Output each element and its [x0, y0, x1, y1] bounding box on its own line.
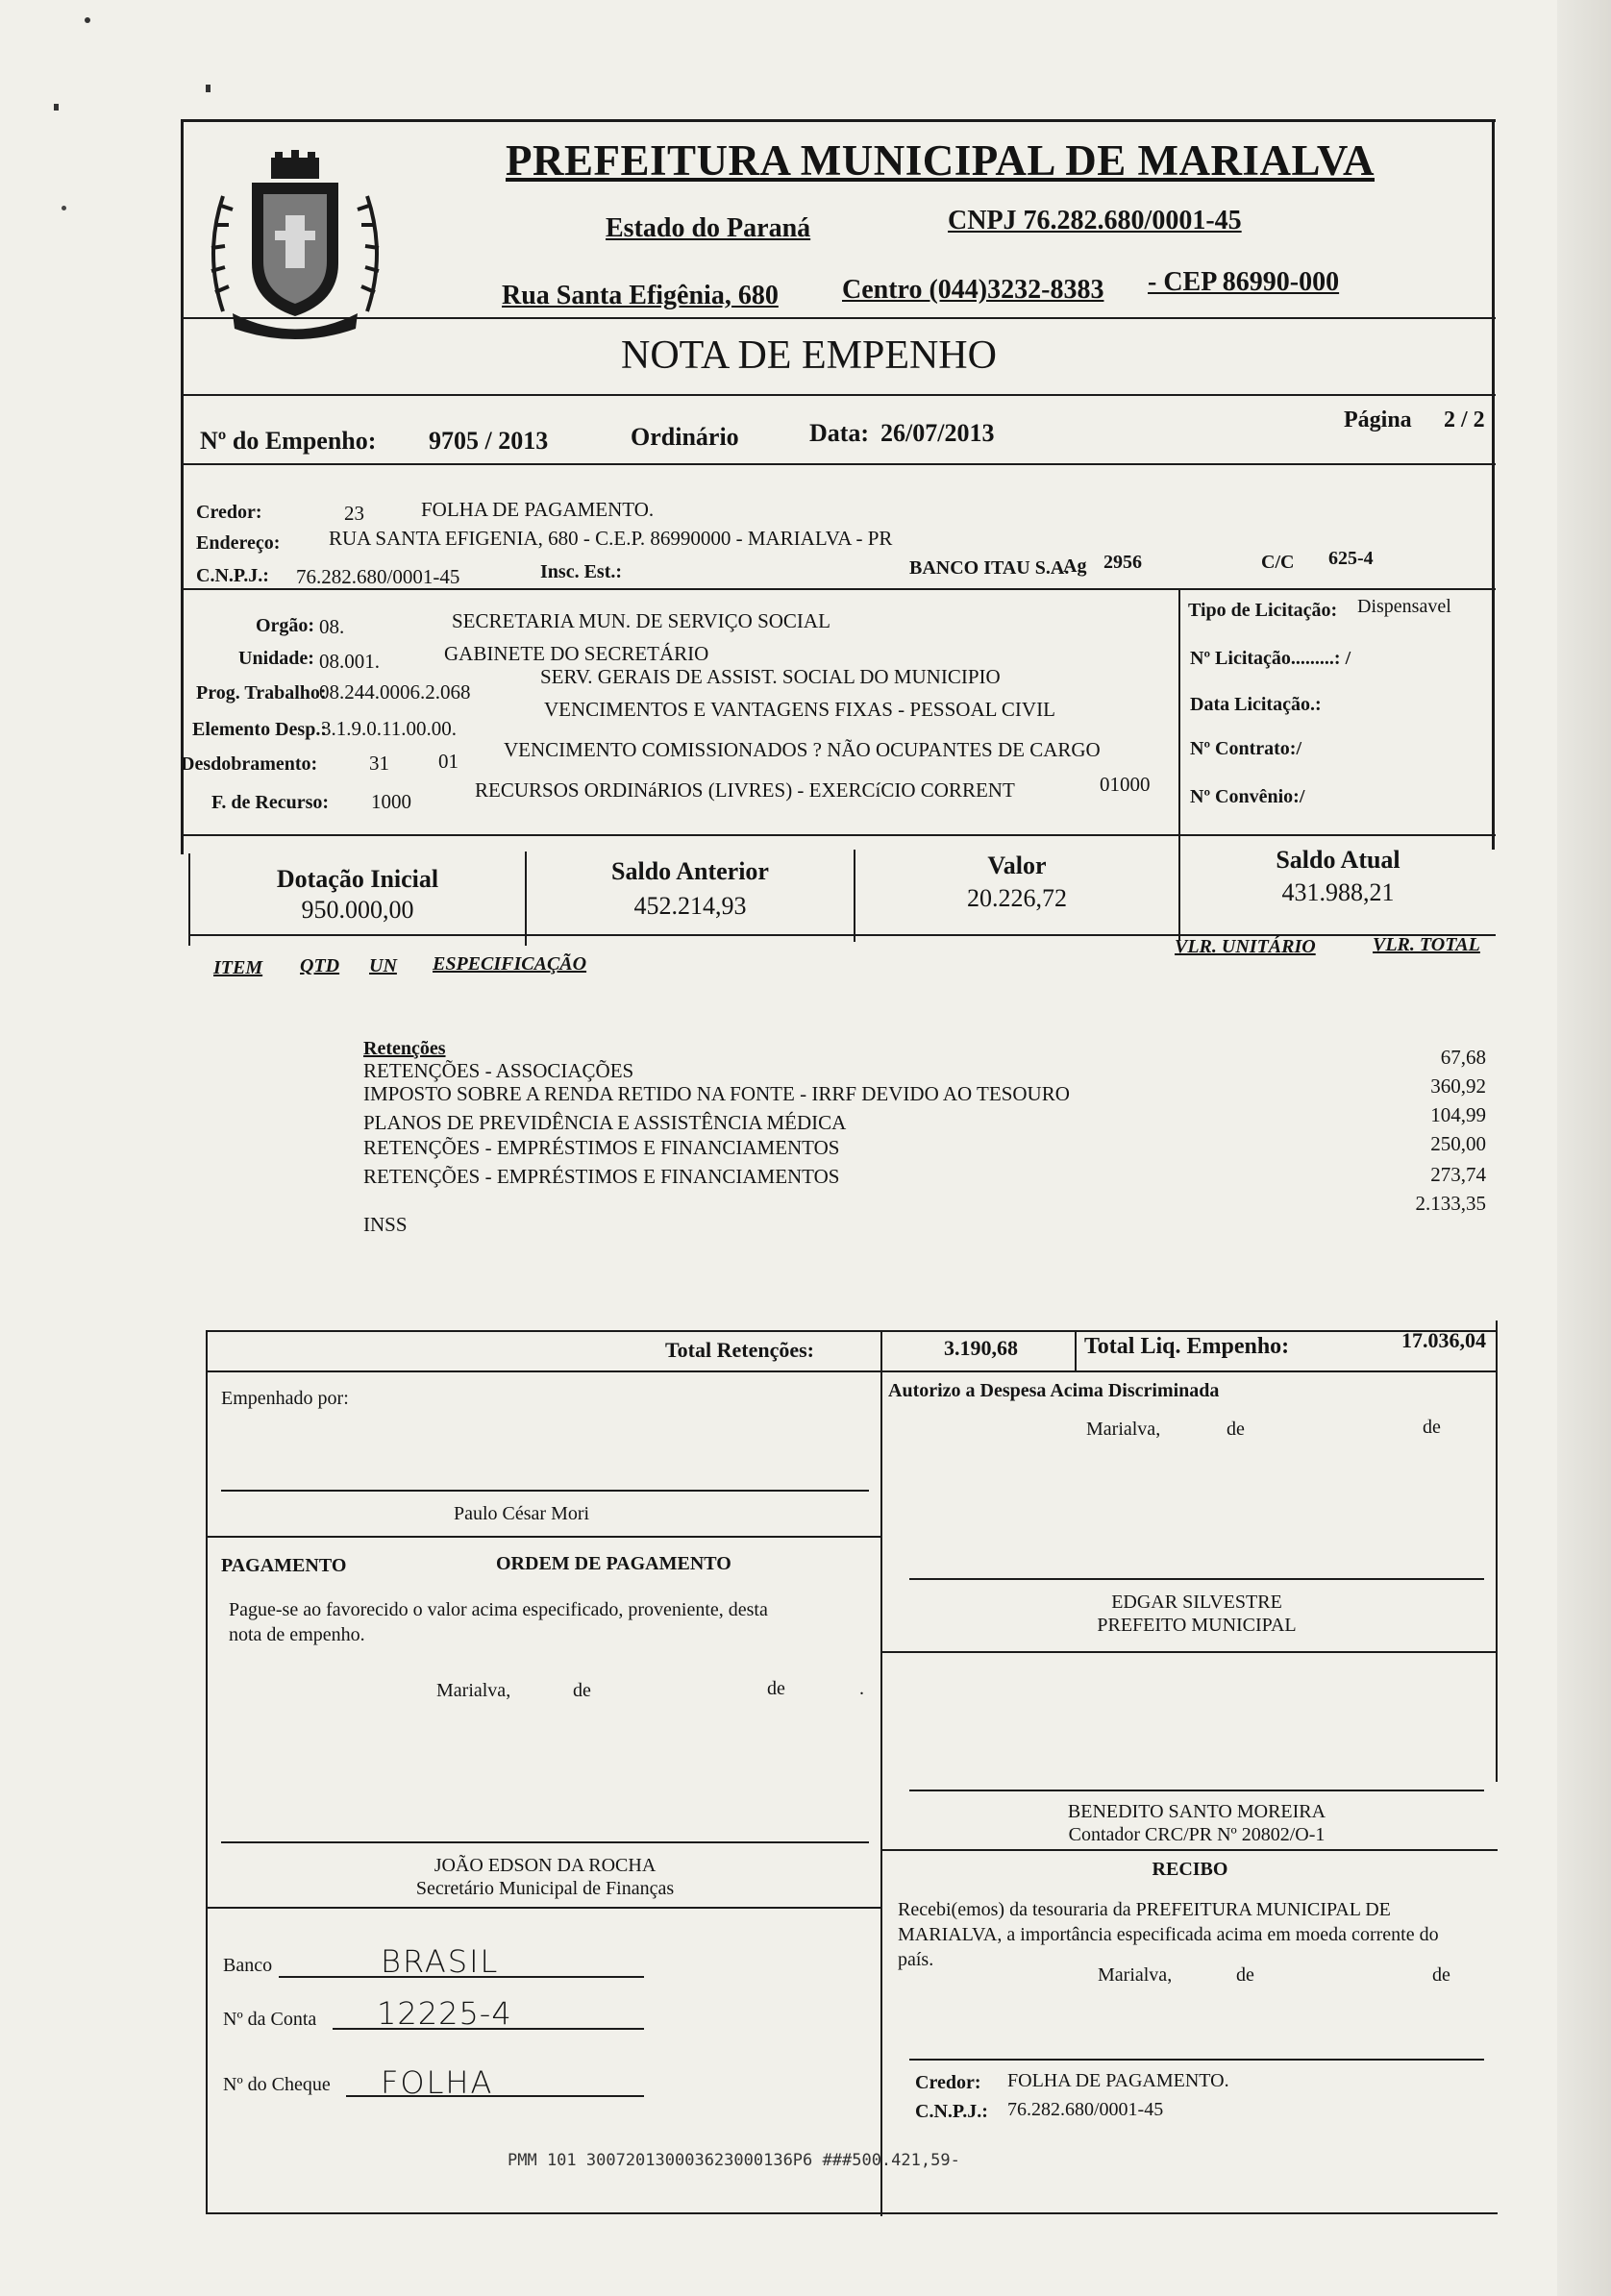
- recibo-title: RECIBO: [1152, 1859, 1228, 1880]
- secretario-signature-line: [221, 1841, 869, 1843]
- dotacao-inicial-label: Dotação Inicial: [276, 865, 439, 893]
- recibo-text-3: país.: [898, 1949, 934, 1970]
- frame-right-lower: [1496, 1321, 1498, 1782]
- valor-label: Valor: [987, 852, 1047, 879]
- contador-signature-line: [909, 1790, 1484, 1791]
- desdobramento-label: Desdobramento:: [181, 753, 318, 775]
- scan-speck: [54, 104, 59, 111]
- frame-bottom: [206, 2212, 1498, 2214]
- divider: [181, 317, 1496, 319]
- pagamento-label: PAGAMENTO: [221, 1555, 347, 1576]
- col-un: UN: [369, 955, 397, 976]
- elemento-label: Elemento Desp.:: [192, 719, 327, 740]
- credor-name: FOLHA DE PAGAMENTO.: [421, 498, 655, 521]
- banco-name: BANCO ITAU S.A.: [909, 557, 1070, 579]
- recibo-de-1: de: [1236, 1964, 1254, 1986]
- empenho-date: 26/07/2013: [880, 419, 995, 447]
- fonte-recurso-code: 1000: [371, 790, 411, 813]
- licitacao-column-divider: [1178, 588, 1180, 850]
- recibo-cnpj: 76.282.680/0001-45: [1007, 2099, 1164, 2120]
- orgao-label: Orgão:: [256, 615, 315, 636]
- retencao-value: 250,00: [1430, 1132, 1486, 1155]
- header-neighborhood-phone: Centro (044)3232-8383: [842, 275, 1104, 305]
- recibo-city: Marialva,: [1098, 1964, 1173, 1986]
- secretario-name: JOÃO EDSON DA ROCHA: [434, 1855, 657, 1876]
- recibo-credor-label: Credor:: [915, 2072, 981, 2093]
- divider: [181, 394, 1496, 396]
- agencia-number: 2956: [1103, 552, 1142, 573]
- scan-speck: [206, 85, 211, 92]
- contador-role: Contador CRC/PR Nº 20802/O-1: [1068, 1824, 1326, 1845]
- state-name: Estado do Paraná: [606, 213, 811, 243]
- retencao-line: IMPOSTO SOBRE A RENDA RETIDO NA FONTE - IRRF DEVIDO AO TESOURO: [363, 1082, 1070, 1105]
- empenhado-por-label: Empenhado por:: [221, 1388, 349, 1409]
- total-liquido-label: Total Liq. Empenho:: [1084, 1334, 1290, 1359]
- elemento-code: 3.1.9.0.11.00.00.: [321, 717, 457, 740]
- saldo-atual-label: Saldo Atual: [1276, 846, 1400, 874]
- desdobramento-a: 31: [369, 752, 389, 775]
- credor-cnpj: 76.282.680/0001-45: [296, 565, 460, 588]
- prefeito-name: EDGAR SILVESTRE: [1111, 1592, 1282, 1613]
- numero-contrato: Nº Contrato:/: [1190, 738, 1302, 759]
- pagamento-city: Marialva,: [436, 1680, 511, 1701]
- header-cnpj: CNPJ 76.282.680/0001-45: [948, 206, 1242, 235]
- col-qtd: QTD: [300, 955, 340, 976]
- scan-speck: [85, 17, 90, 23]
- credor-code: 23: [344, 502, 364, 525]
- numero-licitacao: Nº Licitação.........: /: [1190, 648, 1351, 669]
- retencao-value: 67,68: [1440, 1046, 1486, 1069]
- total-retencoes-value: 3.190,68: [944, 1336, 1018, 1360]
- banco-label: Banco: [223, 1955, 273, 1976]
- retencao-line: RETENÇÕES - EMPRÉSTIMOS E FINANCIAMENTOS: [363, 1165, 840, 1188]
- divider: [181, 834, 1496, 836]
- retencoes-heading: Retenções: [363, 1038, 446, 1059]
- pagamento-text-2: nota de empenho.: [229, 1624, 365, 1645]
- agencia-label: Ag: [1063, 555, 1087, 577]
- autorizo-de-1: de: [1227, 1419, 1245, 1440]
- pagamento-de-2: de: [767, 1678, 785, 1699]
- conta-corrente-label: C/C: [1261, 552, 1295, 573]
- retencao-line: RETENÇÕES - ASSOCIAÇÕES: [363, 1059, 634, 1082]
- empenho-date-label: Data:: [809, 419, 870, 447]
- document-title: NOTA DE EMPENHO: [621, 333, 997, 378]
- valor-value: 20.226,72: [967, 884, 1067, 912]
- page-number: 2 / 2: [1444, 407, 1485, 432]
- totals-divider-2: [1075, 1330, 1077, 1372]
- prog-trabalho-label: Prog. Trabalho:: [196, 682, 327, 704]
- banco-handwritten: BRASIL: [381, 1943, 500, 1980]
- retencao-value: 360,92: [1430, 1074, 1486, 1098]
- fonte-recurso-name: RECURSOS ORDINáRIOS (LIVRES) - EXERCíCIO CORRENT: [475, 778, 1015, 802]
- unidade-name: GABINETE DO SECRETÁRIO: [444, 642, 709, 665]
- recibo-text-1: Recebi(emos) da tesouraria da PREFEITURA MUNICIPAL DE: [898, 1899, 1391, 1920]
- frame-right: [1492, 119, 1495, 850]
- page-label: Página: [1344, 407, 1412, 432]
- saldo-anterior-label: Saldo Anterior: [611, 857, 769, 885]
- saldo-atual-value: 431.988,21: [1281, 878, 1395, 906]
- pagamento-text-1: Pague-se ao favorecido o valor acima especificado, proveniente, desta: [229, 1599, 768, 1620]
- orgao-code: 08.: [319, 615, 345, 638]
- scan-speck: [62, 206, 66, 210]
- divider: [882, 1651, 1498, 1653]
- empenhado-signature-line: [221, 1490, 869, 1492]
- page-edge-shadow: [1557, 0, 1611, 2296]
- elemento-name: VENCIMENTOS E VANTAGENS FIXAS - PESSOAL CIVIL: [544, 698, 1055, 721]
- total-liquido-value: 17.036,04: [1401, 1328, 1486, 1352]
- cheque-label: Nº do Cheque: [223, 2074, 331, 2095]
- conta-corrente-number: 625-4: [1328, 548, 1374, 569]
- prefeito-signature-line: [909, 1578, 1484, 1580]
- recibo-text-2: MARIALVA, a importância especificada acima em moeda corrente do: [898, 1924, 1439, 1945]
- col-valor-unitario: VLR. UNITÁRIO: [1175, 936, 1316, 957]
- endereco-value: RUA SANTA EFIGENIA, 680 - C.E.P. 86990000 - MARIALVA - PR: [329, 527, 893, 550]
- autorizo-label: Autorizo a Despesa Acima Discriminada: [888, 1380, 1220, 1401]
- recibo-signature-line: [909, 2059, 1484, 2061]
- insc-est-label: Insc. Est.:: [540, 561, 623, 582]
- tipo-licitacao-value: Dispensavel: [1357, 596, 1451, 617]
- desdobramento-name: VENCIMENTO COMISSIONADOS ? NÃO OCUPANTES DE CARGO: [504, 738, 1101, 761]
- prefeitura-title: PREFEITURA MUNICIPAL DE MARIALVA: [506, 136, 1376, 185]
- fonte-recurso-number: 01000: [1100, 773, 1151, 796]
- recibo-cnpj-label: C.N.P.J.:: [915, 2101, 988, 2122]
- footer-tracking-code: PMM 101 300720130003623000136P6 ###500.421,59-: [508, 2151, 960, 2170]
- frame-top: [181, 119, 1496, 122]
- empenho-number-label: Nº do Empenho:: [200, 427, 377, 455]
- prog-trabalho-name: SERV. GERAIS DE ASSIST. SOCIAL DO MUNICIPIO: [540, 665, 1001, 688]
- numero-convenio: Nº Convênio:/: [1190, 786, 1305, 807]
- prog-trabalho-code: 08.244.0006.2.068: [319, 680, 471, 704]
- endereco-label: Endereço:: [196, 532, 281, 554]
- divider: [181, 463, 1496, 465]
- col-item: ITEM: [213, 957, 263, 978]
- recibo-de-2: de: [1432, 1964, 1450, 1986]
- signature-column-divider: [880, 1370, 882, 2216]
- unidade-label: Unidade:: [238, 648, 314, 669]
- header-address: Rua Santa Efigênia, 680: [502, 281, 779, 310]
- pagamento-dot: .: [859, 1678, 864, 1699]
- prefeito-role: PREFEITO MUNICIPAL: [1097, 1615, 1297, 1636]
- retencao-value: 104,99: [1430, 1103, 1486, 1126]
- unidade-code: 08.001.: [319, 650, 380, 673]
- col-especificacao: ESPECIFICAÇÃO: [433, 953, 587, 975]
- totals-bottom: [206, 1370, 1498, 1372]
- totals-divider-1: [880, 1330, 882, 1372]
- autorizo-de-2: de: [1423, 1417, 1441, 1438]
- empenho-number: 9705 / 2013: [429, 427, 549, 455]
- conta-handwritten: 12225-4: [377, 1995, 512, 2032]
- empenho-type: Ordinário: [631, 423, 739, 451]
- frame-left: [181, 119, 184, 854]
- data-licitacao-label: Data Licitação.:: [1190, 694, 1322, 715]
- divider: [882, 1849, 1498, 1851]
- saldo-anterior-value: 452.214,93: [633, 892, 747, 920]
- nota-de-empenho-document: [179, 119, 1498, 2128]
- cheque-handwritten: FOLHA: [381, 2064, 494, 2101]
- retencao-line: PLANOS DE PREVIDÊNCIA E ASSISTÊNCIA MÉDICA: [363, 1111, 847, 1134]
- header-cep: - CEP 86990-000: [1148, 267, 1340, 297]
- retencao-line: INSS: [363, 1213, 408, 1236]
- tipo-licitacao-label: Tipo de Licitação:: [1188, 600, 1338, 621]
- municipal-coat-of-arms-icon: [194, 148, 396, 340]
- divider: [206, 1907, 882, 1909]
- retencao-line: RETENÇÕES - EMPRÉSTIMOS E FINANCIAMENTOS: [363, 1136, 840, 1159]
- fonte-recurso-label: F. de Recurso:: [211, 792, 330, 813]
- credor-label: Credor:: [196, 502, 262, 523]
- orgao-name: SECRETARIA MUN. DE SERVIÇO SOCIAL: [452, 609, 830, 632]
- divider: [181, 588, 1496, 590]
- retencao-value: 2.133,35: [1415, 1192, 1486, 1215]
- ordem-pagamento-label: ORDEM DE PAGAMENTO: [496, 1553, 731, 1574]
- empenhado-por-name: Paulo César Mori: [454, 1503, 590, 1524]
- retencao-value: 273,74: [1430, 1163, 1486, 1186]
- pagamento-top: [206, 1536, 882, 1538]
- conta-label: Nº da Conta: [223, 2009, 317, 2030]
- desdobramento-b: 01: [438, 750, 459, 773]
- autorizo-city: Marialva,: [1086, 1419, 1161, 1440]
- col-valor-total: VLR. TOTAL: [1373, 934, 1480, 955]
- secretario-role: Secretário Municipal de Finanças: [415, 1878, 675, 1899]
- totals-top: [206, 1330, 1498, 1332]
- credor-cnpj-label: C.N.P.J.:: [196, 565, 269, 586]
- contador-name: BENEDITO SANTO MOREIRA: [1067, 1801, 1326, 1822]
- total-retencoes-label: Total Retenções:: [665, 1338, 814, 1362]
- pagamento-de-1: de: [573, 1680, 591, 1701]
- frame-left-lower: [206, 1330, 208, 2214]
- dotacao-inicial-value: 950.000,00: [301, 896, 414, 924]
- recibo-credor-name: FOLHA DE PAGAMENTO.: [1007, 2070, 1229, 2091]
